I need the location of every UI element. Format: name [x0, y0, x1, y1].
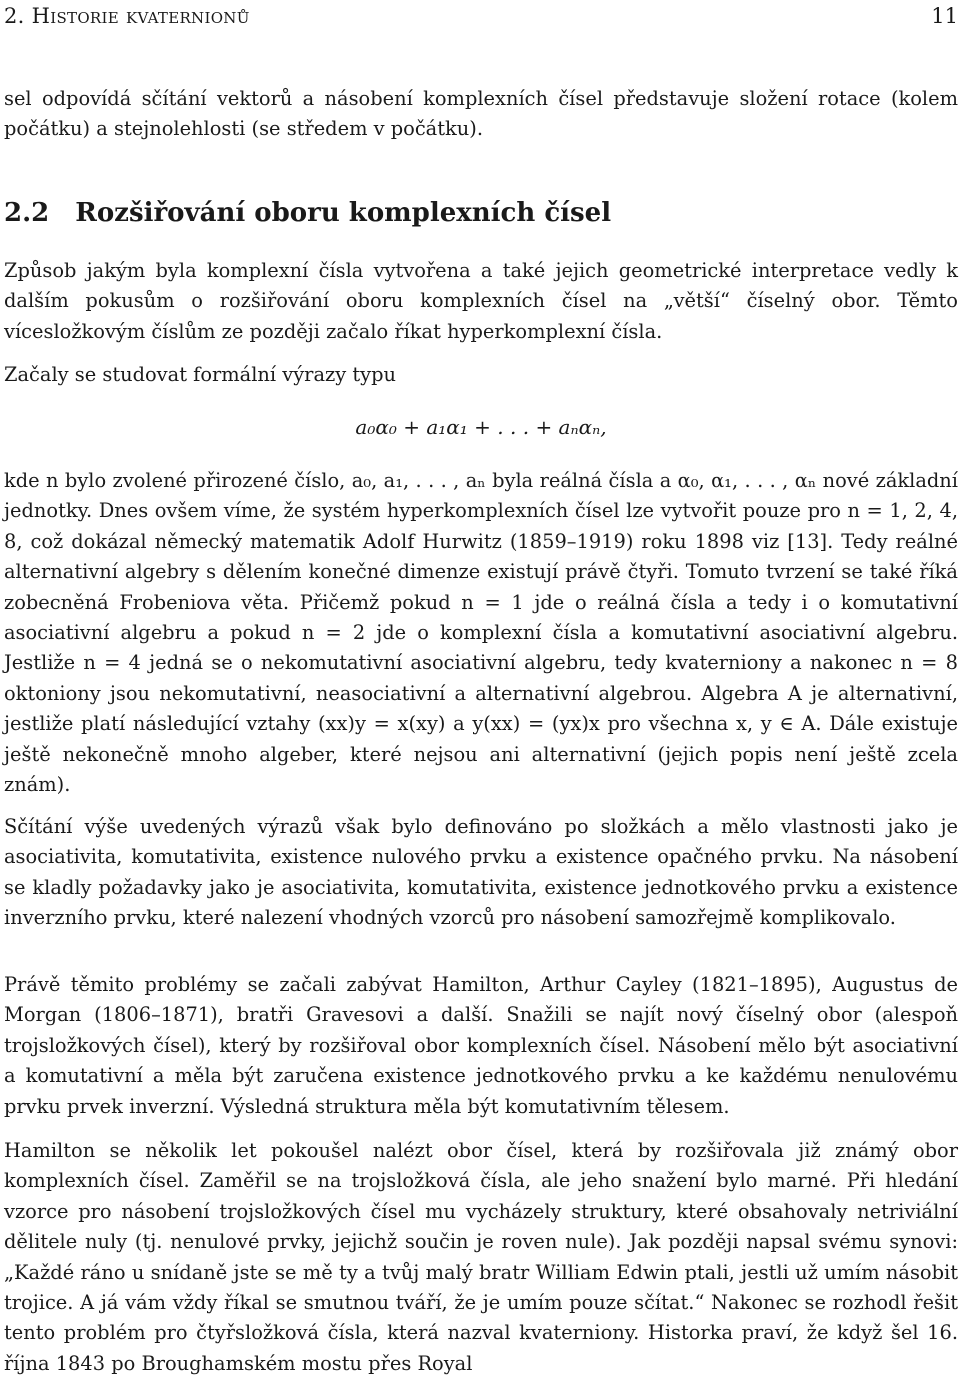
- running-header: [4, 0, 958, 32]
- paragraph-6: Hamilton se několik let pokoušel nalézt obor čísel, která by rozšiřovala již známý obor komplexních čísel. Zaměřil se na trojsložková čísla, ale jeho snažení bylo marné. Při hledání vzorce pro násobení trojsložkových čísel mu vycházely struktury, které obsahovaly netriviální dělitele nuly (tj. nenulové prvky, jejichž součin je roven nule). Jak později napsal svému synovi: „Každé ráno u snídaně jste se mě ty a tvůj malý bratr William Edwin ptali, jestli už umím násobit trojice. A já vám vždy říkal se smutnou tváří, že je umím pouze sčítat.“ Nakonec se rozhodl řešit tento problém pro čtyřsložková čísla, která nazval kvaterniony. Historka praví, že když šel 16. října 1843 po Broughamském mostu přes Royal: [4, 1139, 958, 1375]
- paragraph-1-block: [4, 256, 958, 347]
- intro-paragraph-block: [4, 84, 958, 145]
- paragraph-2-block: [4, 360, 958, 390]
- paragraph-3-block: [4, 466, 958, 800]
- section-number: 2.2: [4, 198, 50, 228]
- page-number: 11: [931, 3, 958, 28]
- paragraph-4: Sčítání výše uvedených výrazů však bylo definováno po složkách a mělo vlastnosti jako je asociativita, komutativita, existence nulového prvku a existence opačného prvku. Na násobení se kladly požadavky jako je asociativita, komutativita, existence jednotkového prvku a existence inverzního prvku, které nalezení vhodných vzorců pro násobení samozřejmě komplikovalo.: [4, 815, 958, 930]
- paragraph-3: kde n bylo zvolené přirozené číslo, a₀, a₁, . . . , aₙ byla reálná čísla a α₀, α₁, . . . , αₙ nové základní jednotky. Dnes ovšem víme, že systém hyperkomplexních čísel lze vytvořit pouze pro n = 1, 2, 4, 8, což dokázal německý matematik Adolf Hurwitz (1859–1919) roku 1898 viz [13]. Tedy reálné alternativní algebry s dělením konečné dimenze existují právě čtyři. Tomuto tvrzení se také říká zobecněná Frobeniova věta. Přičemž pokud n = 1 jde o reálná čísla a tedy i o komutativní asociativní algebru a pokud n = 2 jde o komplexní čísla a komutativní asociativní algebru. Jestliže n = 4 jedná se o nekomutativní asociativní algebru, tedy kvaterniony a nakonec n = 8 oktoniony jsou nekomutativní, neasociativní a alternativní algebrou. Algebra A je alternativní, jestliže platí následující vztahy (xx)y = x(xy) a y(xx) = (yx)x pro všechna x, y ∈ A. Dále existuje ještě nekonečně mnoho algeber, které nejsou ani alternativní (jejich popis není ještě zcela znám).: [4, 469, 958, 797]
- chapter-title: 2. Historie kvaternionů: [4, 3, 250, 28]
- paragraph-5: Právě těmito problémy se začali zabývat Hamilton, Arthur Cayley (1821–1895), Augustus de Morgan (1806–1871), bratři Gravesovi a další. Snažili se najít nový číselný obor (alespoň trojsložkových čísel), který by rozšiřoval obor komplexních čísel. Násobení mělo být asociativní a komutativní a měla být zaručena existence jednotkového prvku a ke každému nenulovému prvku prvek inverzní. Výsledná struktura měla být komutativním tělesem.: [4, 973, 958, 1118]
- section-heading: [4, 196, 958, 230]
- display-equation: [4, 412, 958, 442]
- paragraph-6-block: [4, 1136, 958, 1379]
- intro-paragraph: sel odpovídá sčítání vektorů a násobení komplexních čísel představuje složení rotace (kolem počátku) a stejnolehlosti (se středem v počátku).: [4, 87, 958, 141]
- equation: a₀α₀ + a₁α₁ + . . . + aₙαₙ,: [355, 415, 607, 439]
- section-title: Rozšiřování oboru komplexních čísel: [75, 198, 612, 228]
- paragraph-5-block: [4, 970, 958, 1122]
- paragraph-1: Způsob jakým byla komplexní čísla vytvořena a také jejich geometrické interpretace vedly k dalším pokusům o rozšiřování oboru komplexních čísel na „větší“ číselný obor. Těmto vícesložkovým číslům ze později začalo říkat hyperkomplexní čísla.: [4, 259, 958, 343]
- paragraph-4-block: [4, 812, 958, 934]
- paragraph-2: Začaly se studovat formální výrazy typu: [4, 363, 396, 386]
